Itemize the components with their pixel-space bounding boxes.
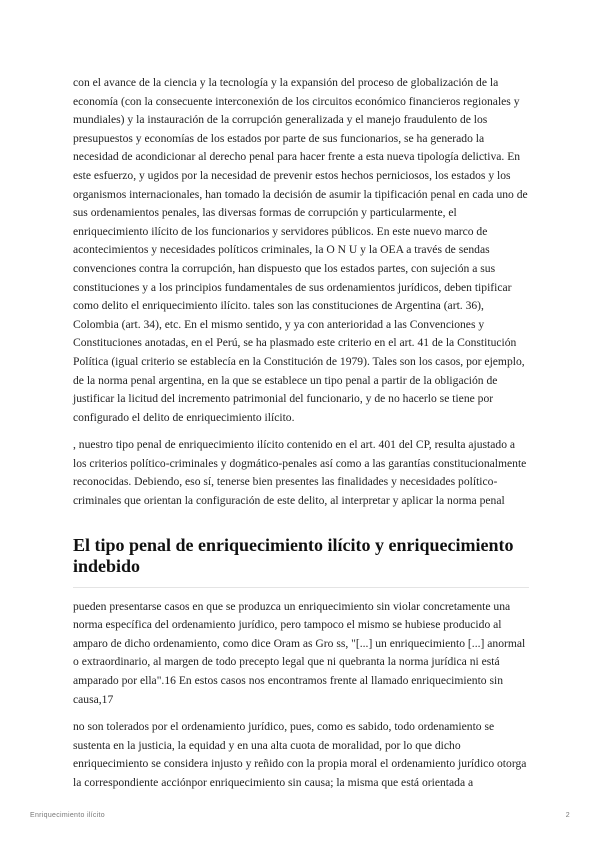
body-paragraph: , nuestro tipo penal de enriquecimiento ilícito contenido en el art. 401 del CP, resulta ajustado a los criterios político-criminales y dogmático-penales así como a las garantías constitucionalmente reconocidas. Debiendo, eso sí, tenerse bien presentes las finalidades y necesidades político-criminales que orientan la configuración de este delito, al interpretar y aplicar la norma penal	[73, 438, 527, 508]
footer-title: Enriquecimiento ilícito	[30, 812, 105, 819]
section-heading: El tipo penal de enriquecimiento ilícito y enriquecimiento indebido	[73, 535, 529, 588]
page-content	[73, 74, 529, 802]
page-number: 2	[565, 812, 570, 819]
body-paragraph: pueden presentarse casos en que se produzca un enriquecimiento sin violar concretamente una norma específica del ordenamiento jurídico, pero tampoco el mismo se hubiese producido al amparo de dicho ordenamiento, como dice Oram as Gro ss, "[...] un enriquecimiento [...] anormal o extraordinario, al margen de todo precepto legal que ni quebranta la norma jurídica ni está amparado por ella".16 En estos casos nos encontramos frente al llamado enriquecimiento sin causa,17	[73, 599, 526, 706]
body-paragraph: no son tolerados por el ordenamiento jurídico, pues, como es sabido, todo ordenamiento se sustenta en la justicia, la equidad y en una alta cuota de moralidad, por lo que dicho enriquecimiento se considera injusto y reñido con la propia moral el ordenamiento jurídico otorga la correspondiente acciónpor enriquecimiento sin causa; la misma que está orientada a	[73, 720, 527, 789]
body-paragraph: con el avance de la ciencia y la tecnología y la expansión del proceso de globalización de la economía (con la consecuente interconexión de los circuitos económico financieros regionales y mundiales) y la instauración de la corrupción generalizada y el manejo fraudulento de los presupuestos y economías de los estados por parte de sus funcionarios, se ha generado la necesidad de acondicionar al derecho penal para hacer frente a esta nueva tipología delictiva. En este esfuerzo, y ugidos por la necesidad de prevenir estos hechos perniciosos, los estados y los organismos internacionales, han tomado la decisión de asumir la tipificación penal en cada uno de sus ordenamientos penales, las diversas formas de corrupción y particularmente, el enriquecimiento ilícito de los funcionarios y servidores públicos. En este nuevo marco de acontecimientos y necesidades políticos criminales, la O N U y la OEA a través de sendas convenciones contra la corrupción, han dispuesto que los estados partes, con sujeción a sus constituciones y a los principios fundamentales de sus ordenamientos jurídicos, deben tipificar como delito el enriquecimiento ilícito. tales son las constituciones de Argentina (art. 36), Colombia (art. 34), etc. En el mismo sentido, y ya con anterioridad a las Convenciones y Constituciones anotadas, en el Perú, se ha plasmado este criterio en el art. 41 de la Constitución Política (igual criterio se establecía en la Constitución de 1979). Tales son los casos, por ejemplo, de la norma penal argentina, en la que se establece un tipo penal a partir de la obligación de justificar la licitud del incremento patrimonial del funcionario, y de no hacerlo se tiene por configurado el delito de enriquecimiento ilícito.	[73, 76, 528, 424]
